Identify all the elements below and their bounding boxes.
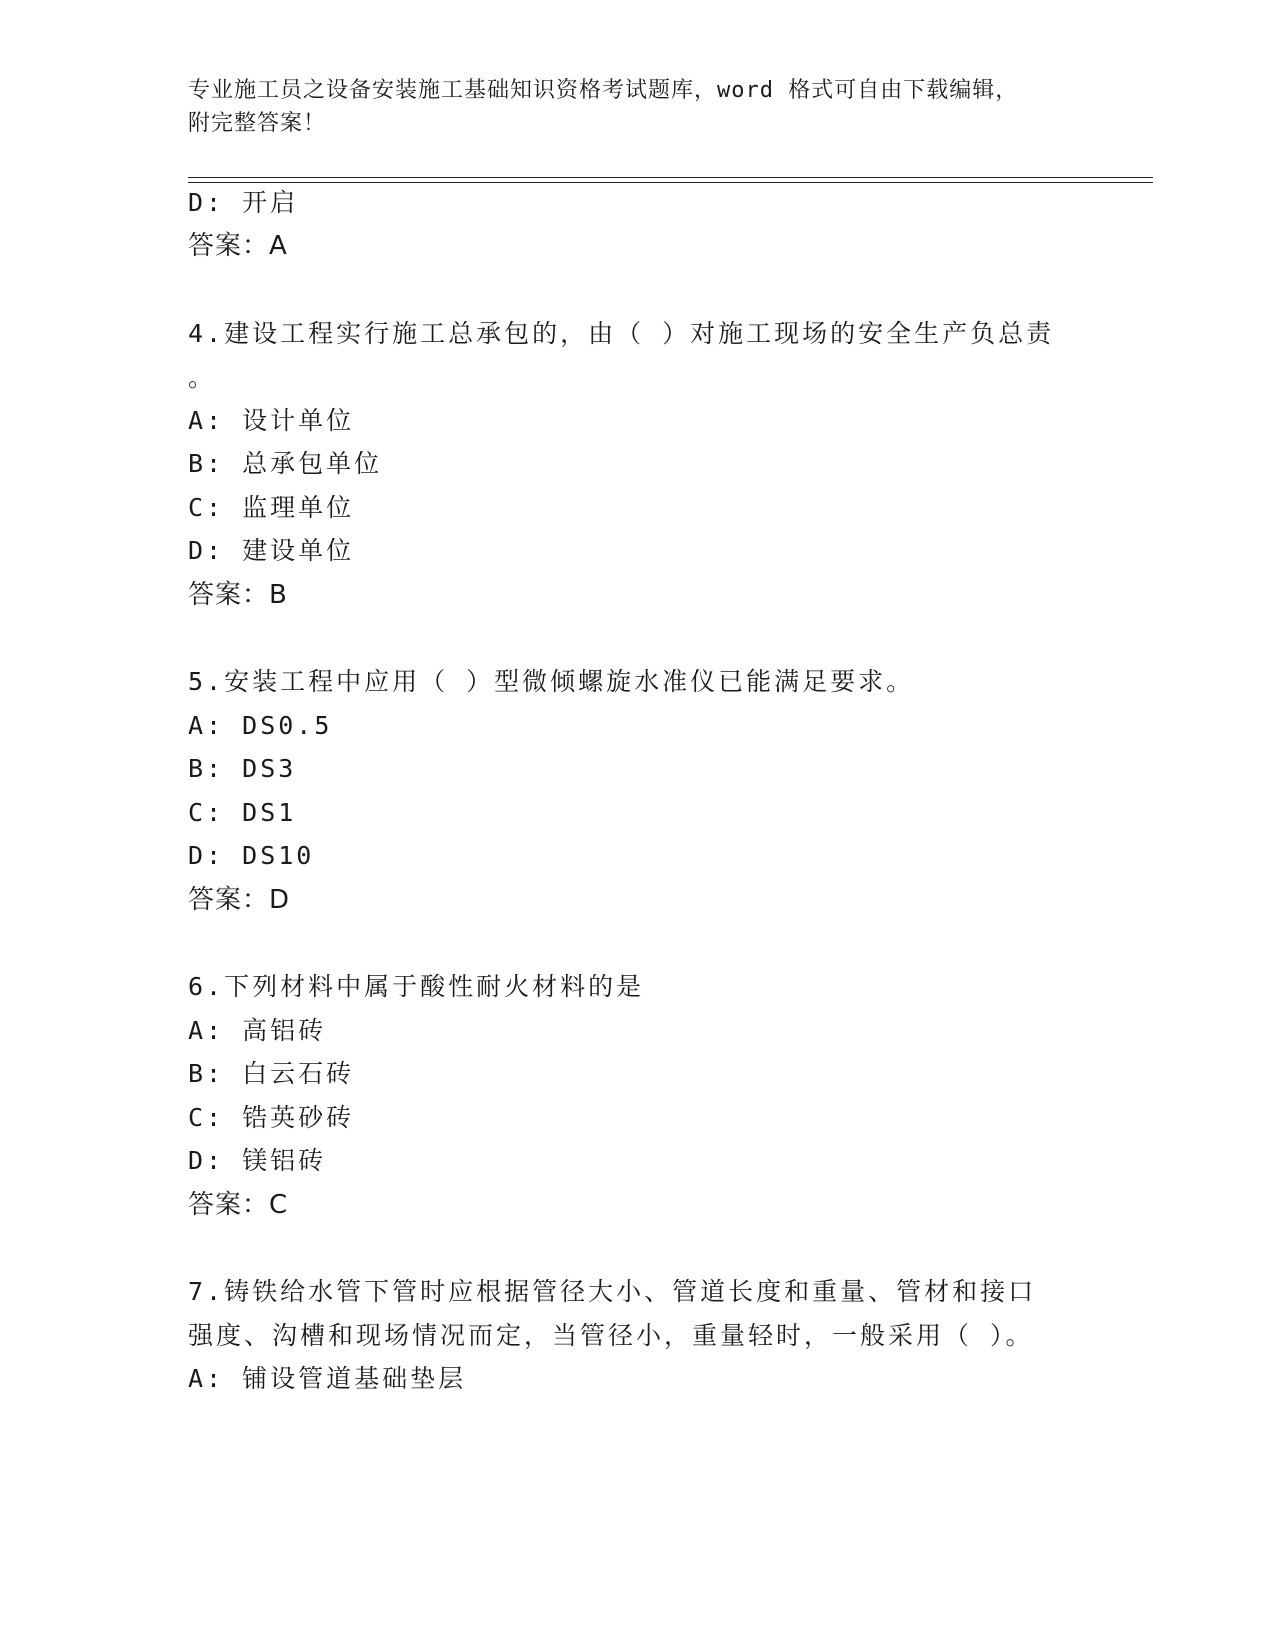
q6-answer: 答案：C: [188, 1190, 289, 1220]
q4-answer: 答案：B: [188, 580, 288, 610]
q5-option-d: D: DS10: [188, 841, 315, 870]
header-divider-bottom: [188, 182, 1153, 183]
q4-stem-line-1: 4.建设工程实行施工总承包的，由（ ）对施工现场的安全生产负总责: [188, 319, 1055, 348]
q4-option-a: A: 设计单位: [188, 406, 355, 435]
document-header: [188, 74, 1068, 140]
q6-option-b: B: 白云石砖: [188, 1059, 355, 1088]
q6-stem: 6.下列材料中属于酸性耐火材料的是: [188, 972, 645, 1001]
header-line-2: 附完整答案！: [188, 111, 327, 136]
q3-answer: 答案：A: [188, 231, 288, 261]
q6-option-c: C: 锆英砂砖: [188, 1103, 355, 1132]
q6-option-a: A: 高铝砖: [188, 1016, 327, 1045]
q5-answer: 答案：D: [188, 885, 291, 915]
q4-option-c: C: 监理单位: [188, 493, 355, 522]
q5-stem: 5.安装工程中应用（ ）型微倾螺旋水准仪已能满足要求。: [188, 667, 915, 696]
q7-stem-line-2: 强度、沟槽和现场情况而定，当管径小，重量轻时，一般采用（ ）。: [188, 1321, 1034, 1350]
q3-option-d: D: 开启: [188, 188, 299, 217]
q4-option-b: B: 总承包单位: [188, 449, 383, 478]
q4-stem-line-2: 。: [188, 363, 217, 392]
q5-option-a: A: DS0.5: [188, 711, 333, 740]
q5-option-c: C: DS1: [188, 798, 297, 827]
q7-stem-line-1: 7.铸铁给水管下管时应根据管径大小、管道长度和重量、管材和接口: [188, 1277, 1037, 1306]
header-line-1: 专业施工员之设备安装施工基础知识资格考试题库，word 格式可自由下载编辑，: [188, 78, 1019, 103]
header-divider-top: [188, 177, 1153, 178]
q6-option-d: D: 镁铝砖: [188, 1146, 327, 1175]
q7-option-a: A: 铺设管道基础垫层: [188, 1364, 467, 1393]
q4-option-d: D: 建设单位: [188, 536, 355, 565]
q5-option-b: B: DS3: [188, 754, 297, 783]
